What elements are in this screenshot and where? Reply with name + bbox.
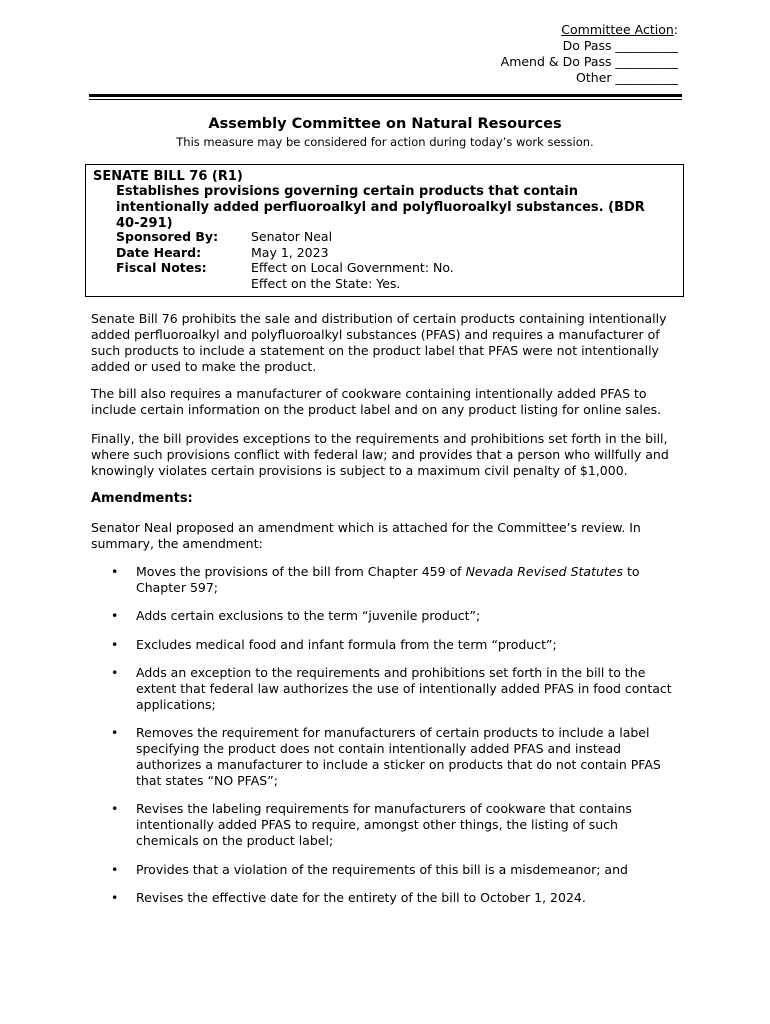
list-item-text: Revises the labeling requirements for manufacturers of cookware that contains intentionally added PFAS to require, amongst other things, the listing of such chemicals on the product label; [136, 801, 632, 848]
bill-meta [116, 229, 454, 292]
other-line: Other __________ [576, 70, 678, 85]
date-heard-row [116, 245, 454, 261]
bullet-icon: • [111, 564, 119, 579]
bullet-icon: • [111, 862, 119, 877]
list-item-text: Adds certain exclusions to the term “juvenile product”; [136, 608, 481, 623]
committee-title: Assembly Committee on Natural Resources [208, 116, 562, 132]
header-rule-thin [89, 99, 682, 100]
summary-paragraph-3: Finally, the bill provides exceptions to the requirements and prohibitions set forth in the bill, where such provisions conflict with federal law; and provides that a person who willfully and knowingly violates certain provisions is subject to a maximum civil penalty of $1,000. [91, 431, 669, 478]
sponsored-by-label: Sponsored By: [116, 229, 219, 244]
fiscal-notes-row [116, 260, 454, 276]
bullet-icon: • [111, 890, 119, 905]
bill-info-box [85, 164, 684, 297]
bullet-icon: • [111, 801, 119, 816]
date-heard-label: Date Heard: [116, 244, 202, 260]
fiscal-notes-state: Effect on the State: Yes. [251, 276, 401, 292]
do-pass-line: Do Pass __________ [562, 38, 678, 53]
bullet-icon: • [111, 608, 119, 623]
work-session-note: This measure may be considered for action during today’s work session. [176, 135, 594, 149]
fiscal-notes-label: Fiscal Notes: [116, 260, 207, 276]
list-item-text: Moves the provisions of the bill from Chapter 459 of Nevada Revised Statutes to Chapter 597; [136, 564, 640, 595]
committee-action-block [501, 22, 678, 86]
amendments-intro: Senator Neal proposed an amendment which is attached for the Committee’s review. In summary, the amendment: [91, 520, 641, 551]
amendments-heading: Amendments: [91, 491, 193, 506]
date-heard-value: May 1, 2023 [251, 244, 329, 260]
fiscal-notes-row-2 [116, 276, 454, 292]
bullet-icon: • [111, 725, 119, 740]
summary-paragraph-2: The bill also requires a manufacturer of cookware containing intentionally added PFAS to include certain information on the product label and on any product listing for online sales. [91, 386, 662, 417]
bullet-icon: • [111, 665, 119, 680]
list-item-text: Excludes medical food and infant formula from the term “product”; [136, 637, 557, 652]
list-item-text: Provides that a violation of the requirements of this bill is a misdemeanor; and [136, 862, 628, 877]
committee-action-title: Committee Action: [561, 22, 678, 37]
sponsored-by-value: Senator Neal [251, 229, 333, 244]
bullet-icon: • [111, 637, 119, 652]
summary-paragraph-1: Senate Bill 76 prohibits the sale and distribution of certain products containing intentionally added perfluoroalkyl and polyfluoroalkyl substances (PFAS) and requires a manufacturer of such products to include a statement on the product label that PFAS were not intentionally added or used to make the product. [91, 311, 667, 374]
fiscal-notes-local: Effect on Local Government: No. [251, 260, 454, 276]
list-item-text: Revises the effective date for the entirety of the bill to October 1, 2024. [136, 890, 586, 905]
amend-do-pass-line: Amend & Do Pass __________ [500, 54, 678, 69]
header-rule-thick [89, 94, 682, 97]
bill-number: SENATE BILL 76 (R1) [93, 169, 243, 184]
bill-description: Establishes provisions governing certain products that contain intentionally added perfluoroalkyl and polyfluoroalkyl substances. (BDR 40-291) [116, 184, 645, 231]
sponsored-by-row [116, 229, 454, 245]
list-item-text: Removes the requirement for manufacturers of certain products to include a label specifying the product does not contain intentionally added PFAS and instead authorizes a manufacturer to include a sticker on products that do not contain PFAS that states “NO PFAS”; [136, 725, 661, 788]
list-item-text: Adds an exception to the requirements and prohibitions set forth in the bill to the extent that federal law authorizes the use of intentionally added PFAS in food contact applications; [136, 665, 672, 712]
